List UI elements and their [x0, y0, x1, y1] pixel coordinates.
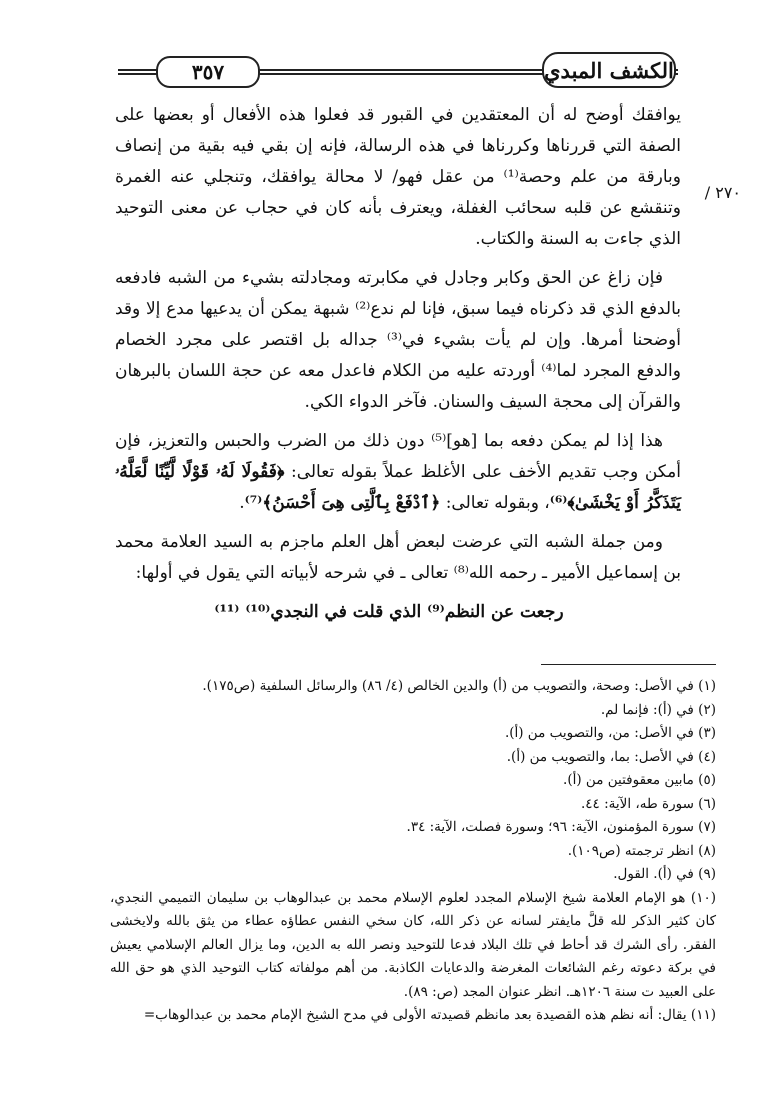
footnote-8: (٨) انظر ترجمته (ص١٠٩). [567, 842, 716, 859]
page-header [118, 52, 678, 92]
book-title: الكشف المبدي [542, 52, 676, 88]
page-number: ٣٥٧ [156, 56, 260, 88]
quran-verse-2: ﴿ٱدْفَعْ بِٱلَّتِى هِىَ أَحْسَنُ﴾⁽⁷⁾ [244, 493, 441, 513]
footnotes [110, 675, 716, 1028]
footnote-1: (١) في الأصل: وصحة، والتصويب من (أ) والدين الخالص (٤/ ٨٦) والرسائل السلفية (ص١٧٥). [202, 678, 716, 694]
footnote-3: (٣) في الأصل: من، والتصويب من (أ). [504, 725, 716, 741]
footnote-5: (٥) مابين معقوفتين من (أ). [563, 772, 716, 788]
footnote-10: (١٠) هو الإمام العلامة شيخ الإسلام المجدد لعلوم الإسلام محمد بن عبدالوهاب بن سليمان التميمي النجدي، كان كثير الذكر لله قلَّ مايفتر لسانه عن ذكر الله، كان سخي النفس عطاؤه عطاء من يثق بالله ولايخشى الفقر. رأى الشرك قد أحاط في تلك البلاد فدعا للتوحيد ونصر الله به الدين، وما يزال العالم الإسلامي يعيش في بركة دعوته رغم الشائعات المغرضة والدعايات الكاذبة. من أهم مولفاته كتاب التوحيد الذي هو حق الله على العبيد ت سنة ١٢٠٦هـ. انظر عنوان المجد (ص: ٨٩). [110, 889, 716, 1000]
footnote-6: (٦) سورة طه، الآية: ٤٤. [580, 795, 716, 812]
paragraph-3-end: . [239, 493, 245, 513]
paragraph-3-text: هذا إذا لم يمكن دفعه بما [هو]⁽⁵⁾ دون ذلك من الضرب والحبس والتعزيز، فإن أمكن وجب تقديم الأخف على الأغلظ عملاً بقوله تعالى: [115, 431, 681, 482]
paragraph-2: فإن زاغ عن الحق وكابر وجادل في مكابرته ومجادلته بشيء من الشبه فادفعه بالدفع الذي قد ذكرناه فيما سبق، فإنا لم ندع⁽²⁾ شبهة يمكن أن يدعيها مدع إلا وقد أوضحنا أمرها. وإن لم يأت بشيء في⁽³⁾ جداله بل اقتصر على مجرد الخصام والدفع المجرد لما⁽⁴⁾ أوردته عليه من الكلام فاعدل معه عن حجة اللسان بالبرهان والقرآن إلى محجة السيف والسنان. فآخر الدواء الكي. [115, 268, 682, 412]
paragraph-1: يوافقك أوضح له أن المعتقدين في القبور قد فعلوا هذه الأفعال أو بعضها على الصفة التي قررناها وكررناها في هذه الرسالة، فإنه إن بقي فيه بقية من إنصاف وبارقة من علم وحصة⁽¹⁾ من عقل فهو/ لا محالة يوافقك، وتنجلي عنه الغمرة وتنقشع عن قلبه سحائب الغفلة، ويعترف بأنه كان في حجاب عن معنى التوحيد الذي جاءت به السنة والكتاب. [115, 105, 681, 249]
footnote-11: (١١) يقال: أنه نظم هذه القصيدة بعد مانظم قصيدته الأولى في مدح الشيخ الإمام محمد بن عبدالوهاب= [143, 1007, 716, 1023]
footnote-separator [541, 664, 716, 665]
margin-page-reference: ٢٧٠ / [704, 183, 741, 202]
paragraph-4: ومن جملة الشبه التي عرضت لبعض أهل العلم ماجزم به السيد العلامة محمد بن إسماعيل الأمير ـ رحمه الله⁽⁸⁾ تعالى ـ في شرحه لأبياته التي يقول في أولها: [115, 532, 681, 583]
footnote-2: (٢) في (أ): فإنما لم. [600, 701, 716, 718]
paragraph-3 [115, 426, 681, 519]
poem-title: رجعت عن النظم⁽⁹⁾ الذي قلت في النجدي⁽¹⁰⁾ ⁽¹¹⁾ [214, 602, 564, 622]
footnote-7: (٧) سورة المؤمنون، الآية: ٩٦؛ وسورة فصلت، الآية: ٣٤. [406, 819, 716, 835]
main-text [115, 100, 681, 636]
footnote-4: (٤) في الأصل: بما، والتصويب من (أ). [506, 748, 716, 765]
quran-verse-1: ﴿فَقُولَا لَهُۥ قَوْلًا لَّيِّنًا لَّعَلَّهُۥ يَتَذَكَّرُ أَوْ يَخْشَىٰ﴾⁽⁶⁾ [115, 462, 681, 513]
paragraph-3-connector: ، وبقوله تعالى: [445, 493, 550, 513]
footnote-9: (٩) في (أ). القول. [613, 866, 716, 882]
